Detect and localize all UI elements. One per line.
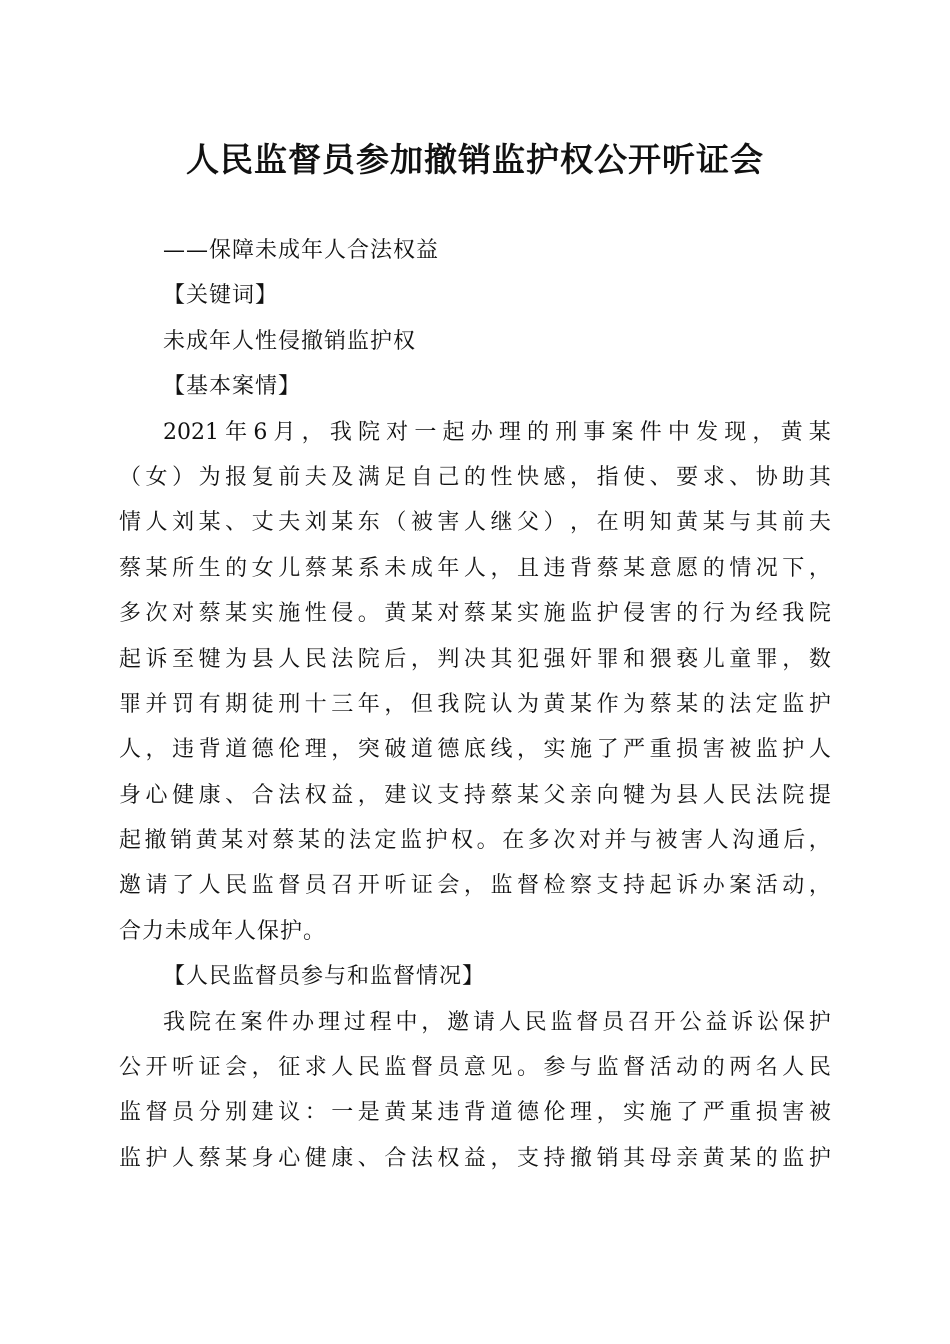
case-line-11: 邀 请 了 人 民 监 督 员 召 开 听 证 会 ， 监 督 检 察 支 持 起 诉 办 案 活 动 ， <box>119 873 831 899</box>
case-line-2: （ 女 ） 为 报 复 前 夫 及 满 足 自 己 的 性 快 感 ， 指 使 、 要 求 、 协 助 其 <box>119 464 831 490</box>
case-line-6: 起 诉 至 犍 为 县 人 民 法 院 后 ， 判 决 其 犯 强 奸 罪 和 猥 亵 儿 童 罪 ， 数 <box>119 646 831 672</box>
supervision-line-2: 公 开 听 证 会 ， 征 求 人 民 监 督 员 意 见 。 参 与 监 督 活 动 的 两 名 人 民 <box>119 1055 831 1081</box>
subtitle: ——保障未成年人合法权益 <box>163 238 440 263</box>
document-title: 人民监督员参加撤销监护权公开听证会 <box>186 140 764 179</box>
case-line-10: 起 撤 销 黄 某 对 蔡 某 的 法 定 监 护 权 。 在 多 次 对 并 与 被 害 人 沟 通 后 ， <box>119 828 831 854</box>
case-line-7: 罪 并 罚 有 期 徒 刑 十 三 年 ， 但 我 院 认 为 黄 某 作 为 蔡 某 的 法 定 监 护 <box>119 691 831 717</box>
case-line-9: 身 心 健 康 、 合 法 权 益 ， 建 议 支 持 蔡 某 父 亲 向 犍 为 县 人 民 法 院 提 <box>119 782 831 808</box>
case-line-12: 合力未成年人保护。 <box>119 918 327 944</box>
keywords-text: 未成年人性侵撤销监护权 <box>163 328 417 354</box>
supervision-line-3: 监 督 员 分 别 建 议 ： 一 是 黄 某 违 背 道 德 伦 理 ， 实 施 了 严 重 损 害 被 <box>119 1100 831 1126</box>
keywords-heading: 【关键词】 <box>163 283 279 309</box>
case-line-4: 蔡 某 所 生 的 女 儿 蔡 某 系 未 成 年 人 ， 且 违 背 蔡 某 意 愿 的 情 况 下 ， <box>119 555 831 581</box>
case-line-3: 情 人 刘 某 、 丈 夫 刘 某 东 （ 被 害 人 继 父 ） ， 在 明 知 黄 某 与 其 前 夫 <box>119 510 831 536</box>
supervision-line-1: 我 院 在 案 件 办 理 过 程 中 ， 邀 请 人 民 监 督 员 召 开 公 益 诉 讼 保 护 <box>163 1009 831 1035</box>
supervision-line-4: 监 护 人 蔡 某 身 心 健 康 、 合 法 权 益 ， 支 持 撤 销 其 母 亲 黄 某 的 监 护 <box>119 1145 831 1171</box>
supervision-heading: 【人民监督员参与和监督情况】 <box>163 964 486 990</box>
document-body <box>119 228 831 1181</box>
case-heading: 【基本案情】 <box>163 374 302 400</box>
case-line-8: 人 ， 违 背 道 德 伦 理 ， 突 破 道 德 底 线 ， 实 施 了 严 重 损 害 被 监 护 人 <box>119 737 831 763</box>
case-line-1: 2021 年 6 月 ， 我 院 对 一 起 办 理 的 刑 事 案 件 中 发 现 ， 黄 某 <box>163 419 831 445</box>
case-line-5: 多 次 对 蔡 某 实 施 性 侵 。 黄 某 对 蔡 某 实 施 监 护 侵 害 的 行 为 经 我 院 <box>119 601 831 627</box>
